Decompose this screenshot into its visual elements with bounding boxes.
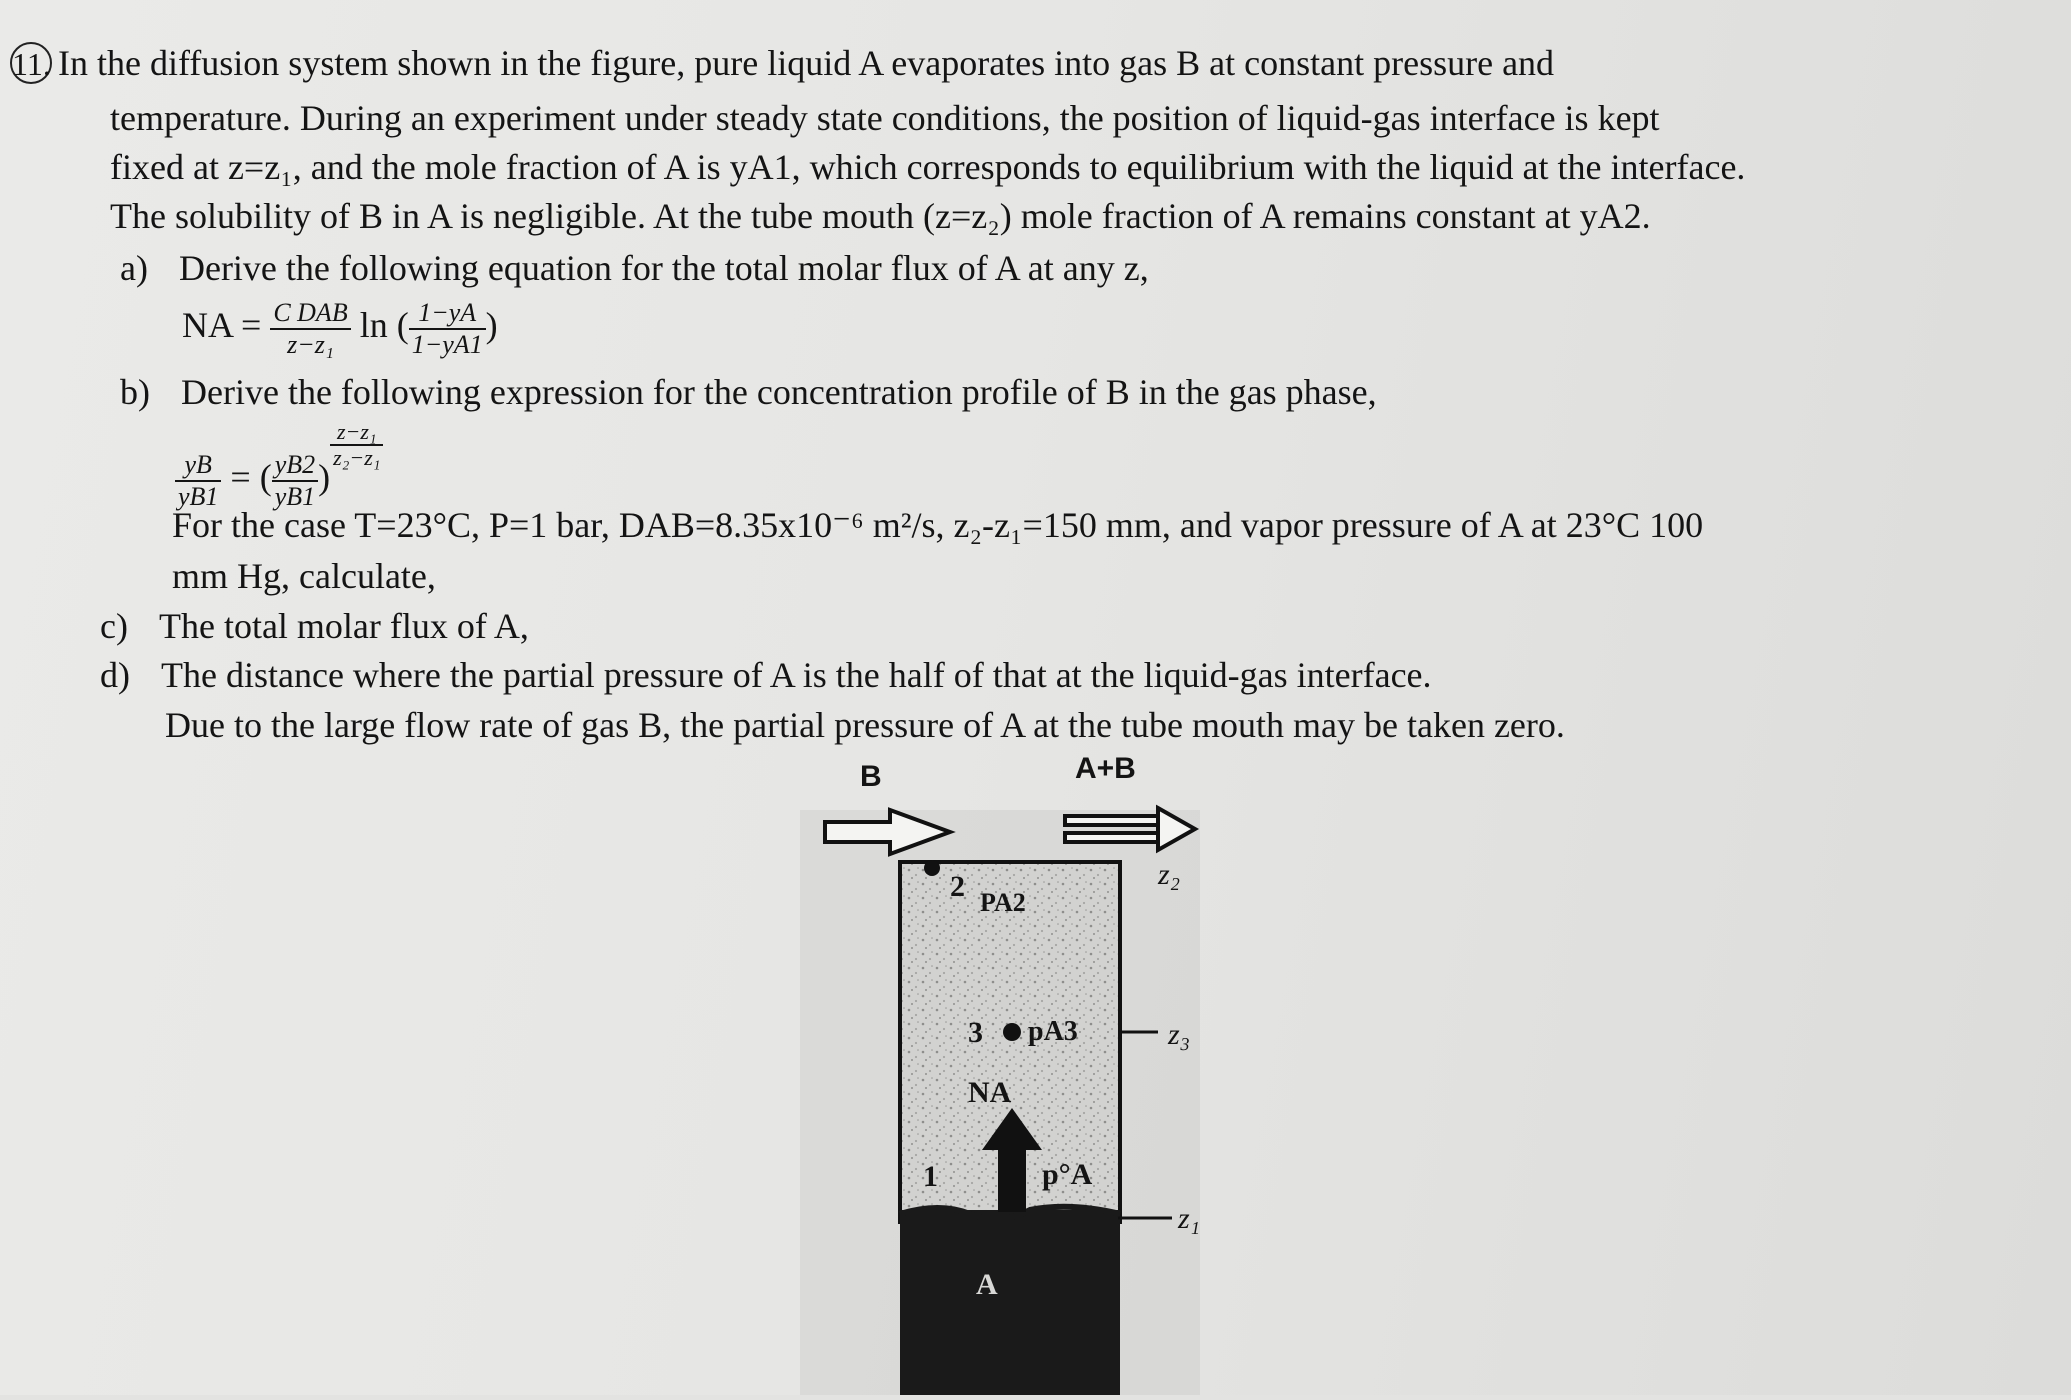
case-line-1: For the case T=23°C, P=1 bar, DAB=8.35x10⁻⁶ m²/s, z₂-z₁=150 mm, and vapor pressure of A at 23°C 100	[172, 505, 1704, 545]
eq-a-ln: ln (	[359, 305, 409, 345]
eq-a-log-den: 1−yA1	[411, 329, 483, 359]
eq-a-log-arg	[409, 298, 486, 360]
eq-b-lhs-den: yB1	[178, 481, 219, 511]
eq-b-exp-den: z₂−z₁	[333, 445, 381, 470]
point-1-label: 1	[923, 1160, 938, 1193]
eq-a-close: )	[485, 305, 498, 345]
pa3-label: pA3	[1028, 1016, 1078, 1047]
case-line-2: mm Hg, calculate,	[172, 556, 436, 596]
eq-b-close: )	[318, 457, 331, 497]
gas-in-label: B	[860, 760, 882, 793]
eq-b-exp-num: z−z₁	[330, 420, 383, 446]
part-c-text: The total molar flux of A,	[158, 606, 529, 646]
intro-line-2: temperature. During an experiment under steady state conditions, the position of liquid-gas interface is kept	[110, 98, 1660, 138]
question-number: 11.	[10, 42, 52, 84]
part-b-text: Derive the following expression for the concentration profile of B in the gas phase,	[181, 372, 1377, 412]
part-d	[100, 655, 1432, 695]
part-d-label: d)	[100, 655, 130, 695]
z1-label: z₁	[1178, 1202, 1201, 1235]
flux-label: NA	[968, 1076, 1012, 1109]
point-3-dot	[1003, 1023, 1021, 1041]
eq-a-coefficient	[270, 298, 350, 360]
equation-a	[182, 295, 498, 360]
z3-label: z₃	[1168, 1018, 1191, 1051]
eq-b-base	[272, 450, 318, 512]
question-line-1	[10, 42, 1554, 84]
part-a	[120, 248, 1149, 288]
liquid-label: A	[976, 1268, 998, 1301]
z2-label: z₂	[1158, 858, 1181, 891]
equation-b	[175, 420, 383, 512]
part-a-label: a)	[120, 248, 148, 288]
part-c-label: c)	[100, 606, 128, 646]
intro-line-1: In the diffusion system shown in the figure, pure liquid A evaporates into gas B at constant pressure and	[58, 43, 1555, 83]
eq-a-lhs: NA =	[182, 305, 262, 345]
eq-b-base-den: yB1	[274, 481, 316, 511]
figure-drawing	[780, 740, 1240, 1395]
eq-b-lhs	[175, 450, 221, 512]
pa-sat-label: p°A	[1042, 1158, 1093, 1191]
eq-b-base-num: yB2	[272, 450, 318, 482]
eq-b-equals: = (	[230, 457, 272, 497]
part-a-text: Derive the following equation for the total molar flux of A at any z,	[178, 248, 1149, 288]
eq-a-log-num: 1−yA	[409, 298, 486, 330]
intro-line-4: The solubility of B in A is negligible. At the tube mouth (z=z₂) mole fraction of A remains constant at yA2.	[110, 196, 1651, 236]
part-d-text2: Due to the large flow rate of gas B, the partial pressure of A at the tube mouth may be taken zero.	[165, 705, 1565, 745]
pa2-label: PA2	[980, 888, 1026, 917]
eq-a-coef-den: z−z₁	[287, 329, 334, 359]
eq-b-lhs-num: yB	[175, 450, 221, 482]
eq-b-exponent	[330, 420, 383, 470]
point-2-label: 2	[950, 870, 965, 903]
part-c	[100, 606, 529, 646]
part-d-text: The distance where the partial pressure of A is the half of that at the liquid-gas interface.	[161, 655, 1432, 695]
gas-out-label: A+B	[1075, 752, 1136, 785]
part-b-label: b)	[120, 372, 150, 412]
intro-line-3: fixed at z=z₁, and the mole fraction of A is yA1, which corresponds to equilibrium with the liquid at the interface.	[110, 147, 1746, 187]
point-2-dot	[924, 860, 940, 876]
eq-a-coef-num: C DAB	[270, 298, 350, 330]
point-3-label: 3	[968, 1016, 983, 1049]
diffusion-figure	[780, 740, 1240, 1395]
part-b	[120, 372, 1377, 412]
liquid-a	[900, 1210, 1120, 1395]
